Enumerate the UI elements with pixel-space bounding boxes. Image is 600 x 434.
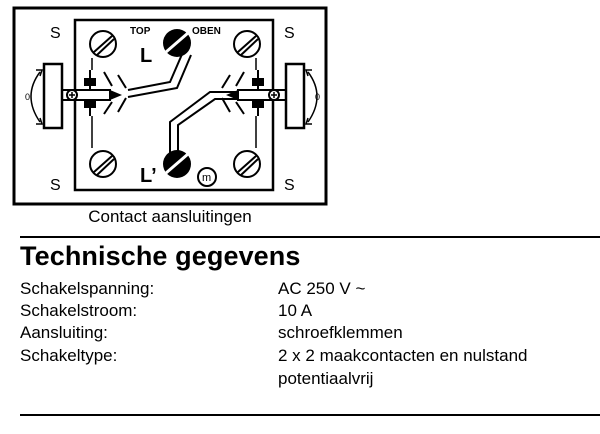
screw-terminal-top-left [90,31,116,57]
shaft-right [226,90,286,100]
label-m: m [202,172,212,184]
label-s-top-left: S [50,25,61,42]
divider-bottom [20,414,600,416]
label-top: TOP [130,26,151,37]
contact-left [84,58,126,148]
shaft-left [62,90,122,100]
spec-label-current: Schakelstroom: [20,301,138,320]
contact-right [222,58,264,148]
spec-label-voltage: Schakelspanning: [20,279,155,298]
spec-value-connection: schroefklemmen [278,323,403,342]
spec-value-voltage: AC 250 V ~ [278,279,366,298]
bus-bar-upper [128,52,191,97]
screw-terminal-l [163,29,191,57]
spec-label-switch-type: Schakeltype: [20,346,118,365]
label-zero-right: 0 [315,92,321,102]
contact-diagram [0,0,340,206]
label-s-top-right: S [284,25,295,42]
screw-terminal-l-prime [163,150,191,178]
label-zero-left: 0 [25,92,31,102]
screw-terminal-bottom-right [234,151,260,177]
screw-terminal-bottom-left [90,151,116,177]
spec-value-switch-type-cont: potentiaalvrij [278,369,374,388]
rotation-arrow-left [31,70,42,124]
label-s-bottom-right: S [284,177,295,194]
spec-value-switch-type: 2 x 2 maakcontacten en nulstand [278,346,528,365]
spec-value-current: 10 A [278,301,313,320]
screw-terminal-top-right [234,31,260,57]
spec-label-connection: Aansluiting: [20,323,108,342]
bus-bar-lower [170,92,240,156]
label-l: L [140,45,153,67]
diagram-caption: Contact aansluitingen [88,207,252,226]
divider-top [20,236,600,238]
label-l-prime: L’ [140,165,157,187]
knob-left [44,64,62,128]
knob-right [286,64,304,128]
label-oben: OBEN [192,26,221,37]
label-s-bottom-left: S [50,177,61,194]
specs-title: Technische gegevens [20,241,301,271]
